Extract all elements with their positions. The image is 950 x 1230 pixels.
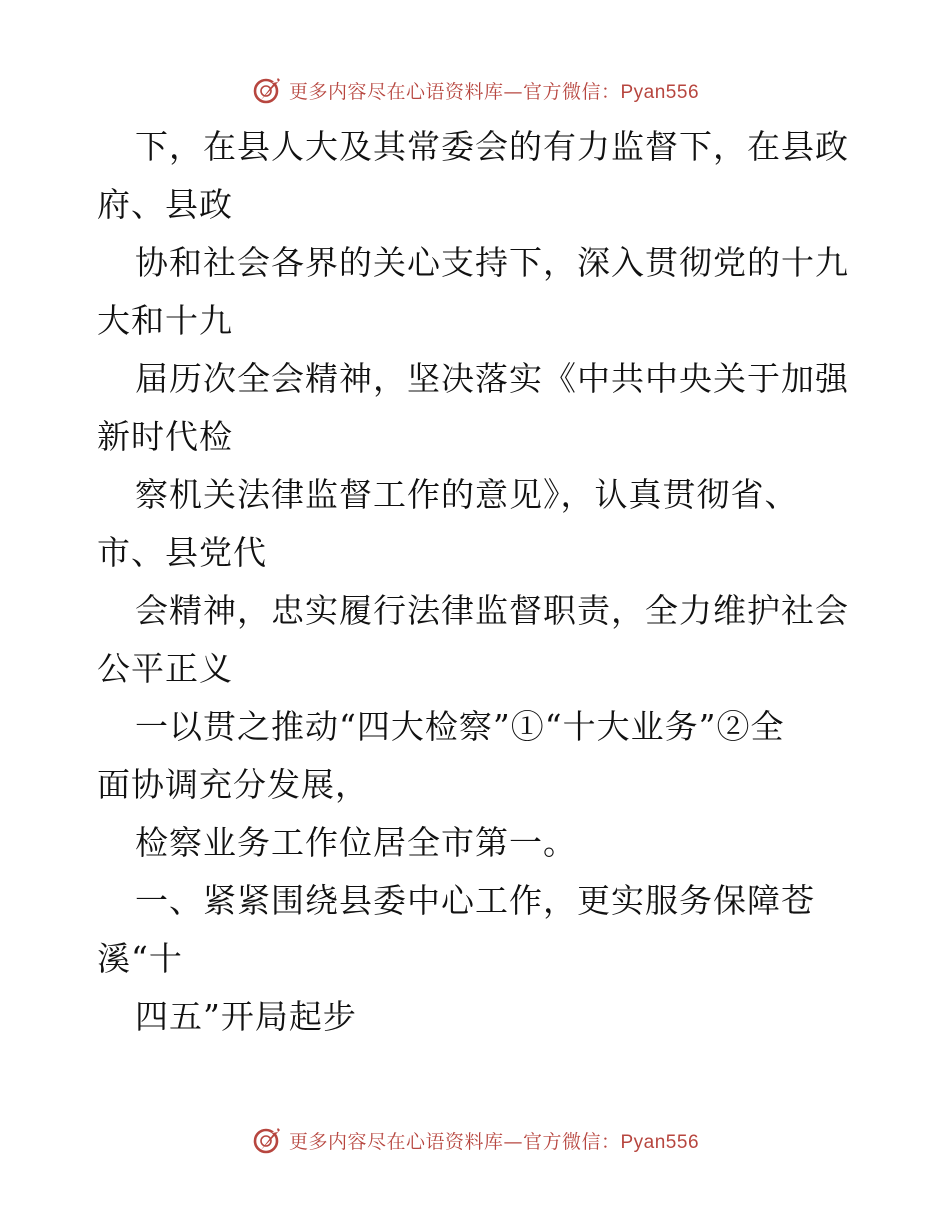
paragraph-line: 府、县政 xyxy=(97,185,233,224)
paragraph-line: 协和社会各界的关心支持下，深入贯彻党的十九 xyxy=(135,243,849,282)
paragraph-line: 面协调充分发展， xyxy=(97,765,369,804)
document-body xyxy=(97,118,857,1046)
watermark-header xyxy=(0,70,950,110)
paragraph-line: 市、县党代 xyxy=(97,533,267,572)
paragraph-line: 检察业务工作位居全市第一。 xyxy=(135,823,577,862)
watermark-contact-id: Pyan556 xyxy=(620,81,700,103)
paragraph-line: 溪“十 xyxy=(97,939,183,978)
feather-pen-logo-icon xyxy=(251,1124,283,1156)
paragraph-line: 下，在县人大及其常委会的有力监督下，在县政 xyxy=(135,127,849,166)
watermark-contact-id: Pyan556 xyxy=(620,1131,700,1153)
paragraph-line: 一以贯之推动“四大检察”①“十大业务”②全 xyxy=(135,707,785,746)
paragraph-line: 新时代检 xyxy=(97,417,233,456)
watermark-dash: — xyxy=(503,1130,523,1153)
paragraph-line: 一、紧紧围绕县委中心工作，更实服务保障苍 xyxy=(135,881,815,920)
paragraph-line: 公平正义 xyxy=(97,649,233,688)
watermark-text xyxy=(289,77,699,104)
watermark-site-text: 更多内容尽在心语资料库 xyxy=(288,1130,504,1153)
paragraph-line: 会精神，忠实履行法律监督职责，全力维护社会 xyxy=(135,591,849,630)
watermark-text xyxy=(289,1127,699,1154)
paragraph-line: 大和十九 xyxy=(97,301,233,340)
paragraph-line: 察机关法律监督工作的意见》，认真贯彻省、 xyxy=(135,475,799,514)
watermark-dash: — xyxy=(503,80,523,103)
watermark-footer xyxy=(0,1120,950,1160)
watermark-site-text: 更多内容尽在心语资料库 xyxy=(288,80,504,103)
watermark-contact-label: 官方微信： xyxy=(522,80,621,103)
feather-pen-logo-icon xyxy=(251,74,283,106)
paragraph-line: 届历次全会精神，坚决落实《中共中央关于加强 xyxy=(135,359,849,398)
paragraph-line: 四五”开局起步 xyxy=(135,997,357,1036)
watermark-contact-label: 官方微信： xyxy=(522,1130,621,1153)
